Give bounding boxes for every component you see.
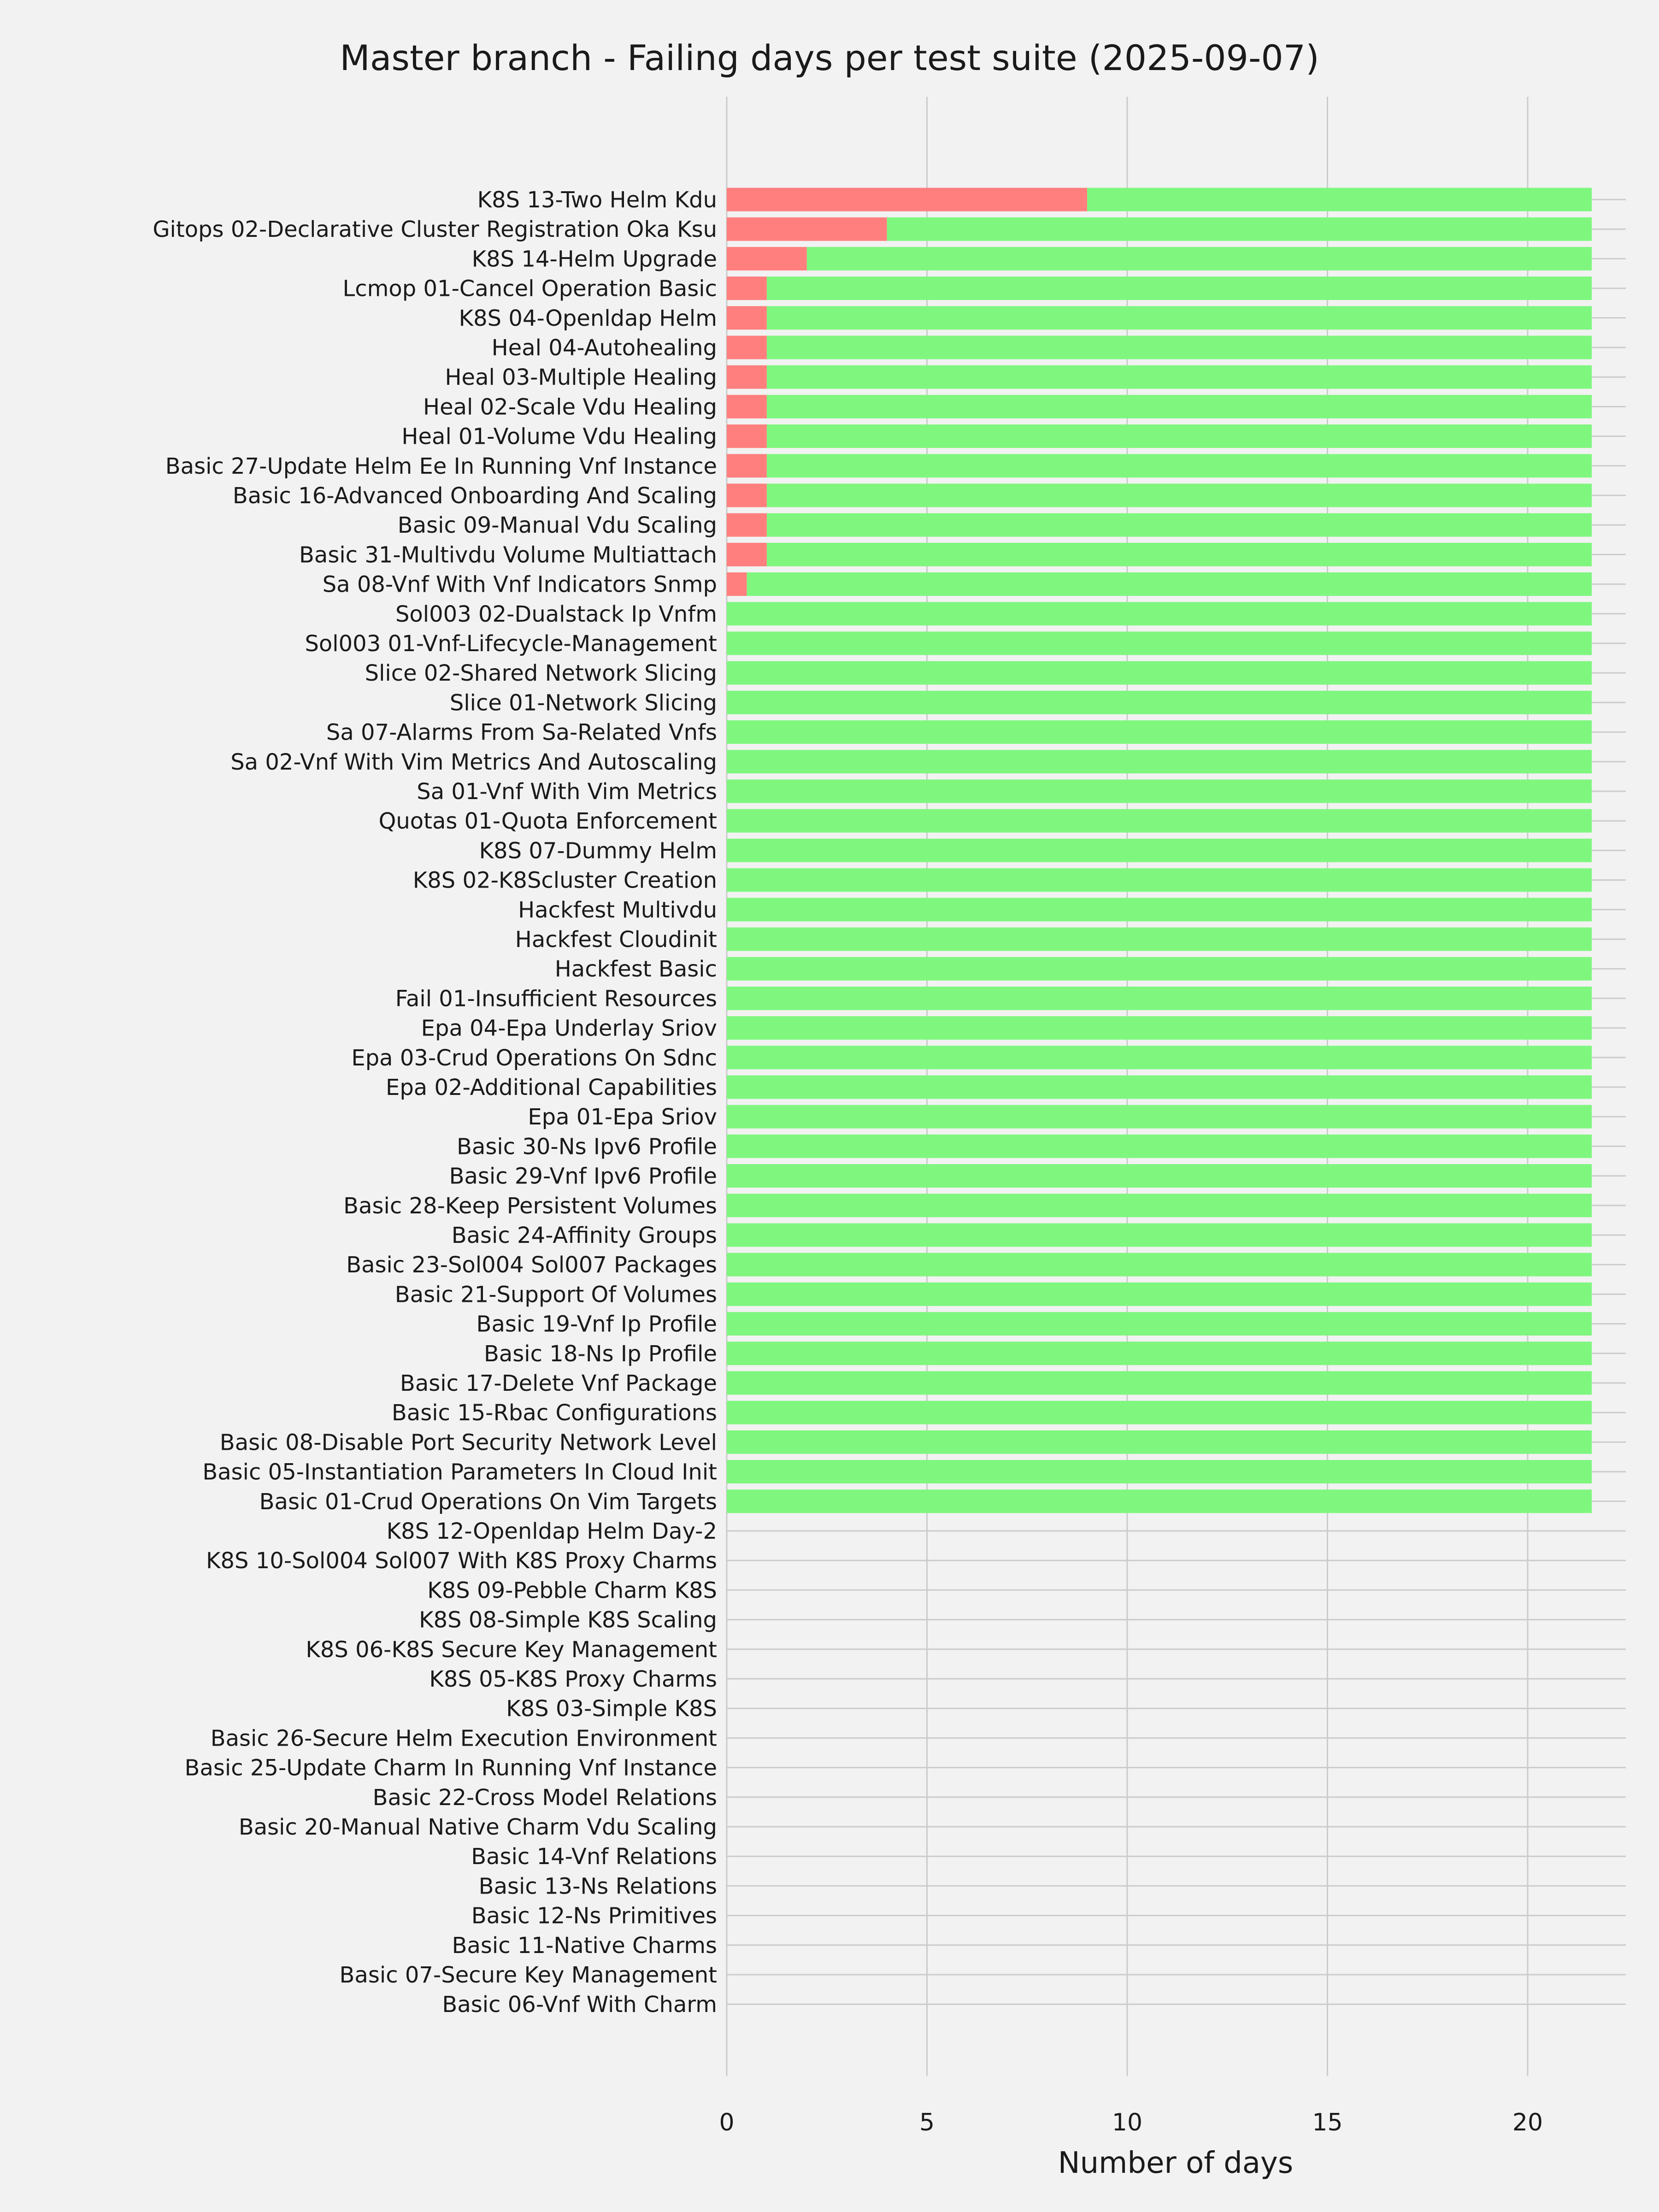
y-tick-label: Sa 01-Vnf With Vim Metrics xyxy=(417,779,717,805)
bar-passing-days xyxy=(727,1253,1592,1277)
y-tick-label: Epa 03-Crud Operations On Sdnc xyxy=(351,1045,717,1071)
y-tick-label: Heal 03-Multiple Healing xyxy=(445,365,717,391)
bar-passing-days xyxy=(727,1460,1592,1483)
bar-passing-days xyxy=(727,1371,1592,1395)
bar-passing-days xyxy=(727,720,1592,744)
y-tick-label: Sol003 01-Vnf-Lifecycle-Management xyxy=(305,631,717,657)
bar-passing-days xyxy=(1087,188,1592,212)
y-tick-label: K8S 03-Simple K8S xyxy=(506,1696,717,1722)
y-tick-label: Basic 06-Vnf With Charm xyxy=(442,1992,717,2018)
bar-passing-days xyxy=(767,484,1592,507)
bar-passing-days xyxy=(767,424,1592,448)
y-tick-label: K8S 04-Openldap Helm xyxy=(459,305,717,331)
y-tick-label: K8S 10-Sol004 Sol007 With K8S Proxy Charms xyxy=(206,1548,717,1574)
y-tick-label: Hackfest Cloudinit xyxy=(515,927,717,953)
y-tick-label: Sa 08-Vnf With Vnf Indicators Snmp xyxy=(322,571,717,598)
bar-passing-days xyxy=(727,1489,1592,1513)
y-tick-label: Basic 20-Manual Native Charm Vdu Scaling xyxy=(238,1814,717,1840)
y-tick-label: Slice 01-Network Slicing xyxy=(449,690,717,716)
y-tick-label: K8S 14-Helm Upgrade xyxy=(471,246,717,272)
y-tick-label: Fail 01-Insufficient Resources xyxy=(395,986,717,1012)
bar-passing-days xyxy=(807,247,1592,271)
bar-failing-days xyxy=(727,395,767,418)
bar-passing-days xyxy=(767,454,1592,477)
bar-passing-days xyxy=(727,691,1592,714)
bar-passing-days xyxy=(747,572,1592,596)
y-tick-label: Basic 17-Delete Vnf Package xyxy=(400,1371,717,1396)
bar-passing-days xyxy=(727,1135,1592,1158)
y-tick-label: Heal 01-Volume Vdu Healing xyxy=(401,424,717,450)
y-tick-label: Basic 29-Vnf Ipv6 Profile xyxy=(449,1163,717,1189)
bar-passing-days xyxy=(727,809,1592,833)
bar-passing-days xyxy=(727,1046,1592,1069)
bar-failing-days xyxy=(727,424,767,448)
y-tick-label: Basic 23-Sol004 Sol007 Packages xyxy=(346,1252,717,1278)
bar-passing-days xyxy=(727,1164,1592,1188)
y-tick-label: Basic 09-Manual Vdu Scaling xyxy=(397,512,717,539)
y-tick-label: Basic 11-Native Charms xyxy=(452,1932,717,1959)
bar-passing-days xyxy=(727,839,1592,862)
x-tick-label: 5 xyxy=(919,2109,935,2136)
y-tick-label: Sa 02-Vnf With Vim Metrics And Autoscaling xyxy=(230,749,717,775)
y-tick-label: Heal 04-Autohealing xyxy=(491,335,717,361)
y-tick-label: Basic 08-Disable Port Security Network Level xyxy=(219,1430,717,1456)
bar-passing-days xyxy=(887,218,1592,241)
bar-passing-days xyxy=(727,661,1592,685)
x-tick-label: 10 xyxy=(1112,2109,1143,2136)
bar-passing-days xyxy=(727,1430,1592,1454)
bar-passing-days xyxy=(727,1341,1592,1365)
bar-passing-days xyxy=(727,987,1592,1010)
y-tick-label: K8S 06-K8S Secure Key Management xyxy=(306,1636,717,1663)
y-tick-label: Basic 01-Crud Operations On Vim Targets xyxy=(259,1488,717,1515)
y-tick-label: Basic 16-Advanced Onboarding And Scaling xyxy=(232,483,717,509)
bar-failing-days xyxy=(727,365,767,389)
bar-passing-days xyxy=(727,957,1592,981)
y-tick-label: Basic 05-Instantiation Parameters In Cloud Init xyxy=(202,1459,717,1485)
y-tick-label: Epa 04-Epa Underlay Sriov xyxy=(421,1015,717,1041)
bar-passing-days xyxy=(727,1282,1592,1306)
y-tick-label: K8S 12-Openldap Helm Day-2 xyxy=(386,1518,717,1544)
y-tick-label: Hackfest Basic xyxy=(554,956,717,982)
bar-passing-days xyxy=(727,1401,1592,1424)
x-tick-label: 15 xyxy=(1312,2109,1343,2136)
chart-title: Master branch - Failing days per test suite (2025-09-07) xyxy=(340,37,1319,78)
y-tick-label: K8S 05-K8S Proxy Charms xyxy=(429,1666,717,1692)
bar-failing-days xyxy=(727,336,767,359)
bar-passing-days xyxy=(727,1312,1592,1335)
bar-passing-days xyxy=(727,1105,1592,1129)
bar-passing-days xyxy=(767,543,1592,566)
bar-failing-days xyxy=(727,247,807,271)
y-tick-label: Basic 30-Ns Ipv6 Profile xyxy=(457,1134,717,1160)
bar-passing-days xyxy=(727,928,1592,951)
y-tick-label: Basic 21-Support Of Volumes xyxy=(394,1282,717,1308)
bar-passing-days xyxy=(727,602,1592,625)
y-tick-label: Sa 07-Alarms From Sa-Related Vnfs xyxy=(326,719,717,746)
bar-passing-days xyxy=(767,306,1592,329)
bar-passing-days xyxy=(767,395,1592,418)
bar-passing-days xyxy=(727,1076,1592,1099)
y-tick-label: Hackfest Multivdu xyxy=(518,897,717,923)
y-tick-label: Basic 12-Ns Primitives xyxy=(471,1903,717,1929)
y-tick-label: K8S 08-Simple K8S Scaling xyxy=(419,1607,717,1633)
y-tick-label: K8S 07-Dummy Helm xyxy=(479,838,717,864)
y-tick-label: Basic 24-Affinity Groups xyxy=(451,1223,717,1248)
y-tick-label: Basic 27-Update Helm Ee In Running Vnf Instance xyxy=(165,453,717,479)
bar-failing-days xyxy=(727,218,887,241)
y-tick-label: Basic 26-Secure Helm Execution Environment xyxy=(210,1725,717,1752)
bar-passing-days xyxy=(767,513,1592,537)
y-tick-label: Basic 25-Update Charm In Running Vnf Instance xyxy=(184,1755,717,1781)
bar-passing-days xyxy=(727,868,1592,892)
y-tick-label: Basic 31-Multivdu Volume Multiattach xyxy=(299,542,717,568)
y-tick-label: Epa 02-Additional Capabilities xyxy=(385,1075,717,1100)
y-tick-label: K8S 09-Pebble Charm K8S xyxy=(427,1577,717,1604)
bar-passing-days xyxy=(727,780,1592,803)
bar-passing-days xyxy=(727,898,1592,921)
y-tick-label: Basic 13-Ns Relations xyxy=(478,1873,717,1900)
y-tick-label: Basic 28-Keep Persistent Volumes xyxy=(343,1193,717,1219)
y-tick-label: K8S 13-Two Helm Kdu xyxy=(477,187,717,213)
y-tick-label: K8S 02-K8Scluster Creation xyxy=(412,867,717,894)
x-tick-label: 0 xyxy=(719,2109,735,2136)
bar-failing-days xyxy=(727,513,767,537)
y-tick-label: Basic 15-Rbac Configurations xyxy=(391,1400,717,1426)
y-tick-label: Epa 01-Epa Sriov xyxy=(528,1104,717,1130)
bar-passing-days xyxy=(727,750,1592,773)
bar-failing-days xyxy=(727,306,767,329)
y-tick-label: Slice 02-Shared Network Slicing xyxy=(365,660,717,687)
x-axis-label: Number of days xyxy=(1058,2146,1294,2180)
y-tick-label: Basic 18-Ns Ip Profile xyxy=(483,1341,717,1367)
bar-failing-days xyxy=(727,484,767,507)
y-tick-label: Quotas 01-Quota Enforcement xyxy=(378,808,717,835)
y-tick-label: Heal 02-Scale Vdu Healing xyxy=(423,394,717,420)
y-tick-label: Gitops 02-Declarative Cluster Registration Oka Ksu xyxy=(153,217,717,243)
bar-passing-days xyxy=(727,632,1592,655)
bar-failing-days xyxy=(727,454,767,477)
bar-passing-days xyxy=(767,276,1592,300)
bar-failing-days xyxy=(727,188,1087,212)
bars xyxy=(727,188,1592,1513)
bar-passing-days xyxy=(727,1194,1592,1217)
bar-failing-days xyxy=(727,276,767,300)
y-tick-label: Basic 22-Cross Model Relations xyxy=(372,1784,717,1811)
bar-passing-days xyxy=(727,1016,1592,1040)
bar-passing-days xyxy=(767,336,1592,359)
y-tick-label: Lcmop 01-Cancel Operation Basic xyxy=(342,276,717,302)
y-tick-label: Sol003 02-Dualstack Ip Vnfm xyxy=(395,601,717,627)
bar-failing-days xyxy=(727,543,767,566)
bar-passing-days xyxy=(767,365,1592,389)
y-tick-label: Basic 19-Vnf Ip Profile xyxy=(476,1311,717,1337)
y-tick-label: Basic 07-Secure Key Management xyxy=(339,1962,717,1988)
bar-passing-days xyxy=(727,1224,1592,1247)
y-tick-label: Basic 14-Vnf Relations xyxy=(471,1844,717,1870)
x-tick-label: 20 xyxy=(1512,2109,1543,2136)
bar-failing-days xyxy=(727,572,747,596)
